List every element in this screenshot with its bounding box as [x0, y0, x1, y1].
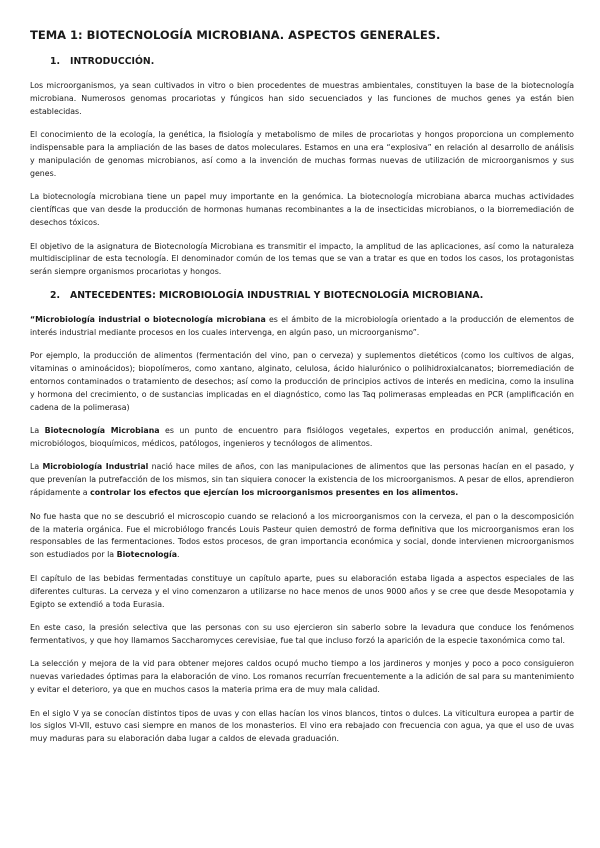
- paragraph: Por ejemplo, la producción de alimentos (fermentación del vino, pan o cerveza) y suplementos dietéticos (como los cultivos de algas, vitaminas o aminoácidos); biopolímeros, como xantano, alginato, celulosa, ácido hialurónico o polihidroxialcanatos; biorremediación de entornos contaminados o tratamiento de desechos; así como la producción de principios activos de interés en medicina, como la insulina y hormona del crecimiento, o de sustancias implicadas en el diagnóstico, como las Taq polimerasas empleadas en PCR (amplificación en cadena de la polimerasa): [30, 351, 574, 412]
- section-number: 2.: [50, 289, 61, 301]
- bold-term: Biotecnología: [116, 550, 178, 560]
- paragraph: La selección y mejora de la vid para obtener mejores caldos ocupó mucho tiempo a los jardineros y monjes y poco a poco consiguieron nuevas variedades óptimas para la elaboración de vino. Los romanos recurrían frecuentemente a la adición de sal para su mantenimiento y evitar el deterioro, ya que en muchos casos la materia prima era de muy mala calidad.: [30, 659, 574, 695]
- section-title: INTRODUCCIÓN.: [70, 56, 155, 67]
- document-page: [30, 28, 574, 757]
- paragraph: Los microorganismos, ya sean cultivados in vitro o bien procedentes de muestras ambientales, constituyen la base de la biotecnología microbiana. Numerosos genomas procariotas y fúngicos han sido secuenciados y las funciones de muchos genes ya están bien establecidas.: [30, 81, 574, 116]
- bold-term: Microbiología Industrial: [42, 462, 149, 472]
- paragraph: [30, 511, 574, 563]
- document-title: TEMA 1: BIOTECNOLOGÍA MICROBIANA. ASPECTOS GENERALES.: [30, 28, 441, 42]
- paragraph-text: La: [30, 462, 43, 472]
- bold-term: Biotecnología Microbiana: [44, 426, 160, 436]
- paragraph-text: nació hace miles de años, con las manipulaciones de alimentos que las personas hacían en el pasado, y que prevenían la putrefacción de los mismos, sin tan siquiera conocer la existencia de los microorganismos. A pesar de ellos, aprendieron rápidamente a: [30, 462, 575, 498]
- paragraph: El capítulo de las bebidas fermentadas constituye un capítulo aparte, pues su elaboración estaba ligada a aspectos especiales de las diferentes culturas. La cerveza y el vino comenzaron a utilizarse no hace menos de unos 9000 años y se cree que desde Mesopotamia y Egipto se extendió a toda Eurasia.: [30, 573, 574, 609]
- section-title: ANTECEDENTES: MICROBIOLOGÍA INDUSTRIAL Y BIOTECNOLOGÍA MICROBIANA.: [70, 289, 484, 301]
- paragraph-definition: [30, 314, 574, 340]
- paragraph: [30, 425, 574, 451]
- paragraph: El conocimiento de la ecología, la genética, la fisiología y metabolismo de miles de procariotas y hongos proporciona un complemento indispensable para la ampliación de las bases de datos moleculares. Estamos en una era “explosiva” en relación al desarrollo de análisis y manipulación de genomas microbianos, así como a la invención de muchas formas nuevas de utilización de microorganismos y sus genes.: [30, 130, 574, 178]
- paragraph-text: .: [177, 550, 180, 560]
- paragraph: En el siglo V ya se conocían distintos tipos de uvas y con ellas hacían los vinos blancos, tintos o dulces. La viticultura europea a partir de los siglos VI-VII, estuvo casi siempre en manos de los monasterios. El vino era rebajado con frecuencia con agua, ya que el uso de uvas muy maduras para su elaboración daba lugar a caldos de elevada graduación.: [30, 708, 574, 744]
- paragraph: El objetivo de la asignatura de Biotecnología Microbiana es transmitir el impacto, la amplitud de las aplicaciones, así como la naturaleza multidisciplinar de esta tecnología. El denominador común de los temas que se van a tratar es que en todos los casos, los protagonistas serán siempre organismos procariotas y hongos.: [30, 241, 574, 277]
- section-number: 1.: [50, 56, 61, 67]
- paragraph: [30, 461, 574, 500]
- paragraph-text: La: [30, 426, 45, 436]
- bold-phrase: controlar los efectos que ejercían los microorganismos presentes en los alimentos.: [90, 488, 459, 498]
- section-heading-antecedentes: [50, 290, 574, 301]
- paragraph-text: es el ámbito de la microbiología orientado a la producción de elementos de interés industrial mediante procesos en los cuales intervenga, en algún paso, un microorganismo”.: [30, 314, 574, 337]
- paragraph-text: es un punto de encuentro para fisiólogos vegetales, expertos en producción animal, genéticos, microbiólogos, bioquímicos, médicos, patólogos, ingenieros y tecnólogos de alimentos.: [30, 426, 574, 449]
- paragraph: La biotecnología microbiana tiene un papel muy importante en la genómica. La biotecnología microbiana abarca muchas actividades científicas que van desde la producción de hormonas humanas recombinantes a la de insecticidas microbianos, o la biorremediación de desechos tóxicos.: [30, 192, 574, 228]
- section-heading-introduccion: [50, 56, 574, 67]
- paragraph-text: No fue hasta que no se descubrió el microscopio cuando se relacionó a los microorganismos con la cerveza, el pan o la descomposición de la materia orgánica. Fue el microbiólogo francés Louis Pasteur quien demostró de forma definitiva que los microorganismos eran los responsables de las fermentaciones. Todos estos procesos, de gran importancia económica y social, donde intervienen microorganismos son estudiados por la: [30, 511, 574, 560]
- bold-term: “Microbiología industrial o biotecnología microbiana: [30, 314, 266, 324]
- paragraph: En este caso, la presión selectiva que las personas con su uso ejercieron sin saberlo sobre la levadura que conduce los fenómenos fermentativos, y que hoy llamamos Saccharomyces cerevisiae, fue tal que incluso forzó la aparición de la especie taxonómica como tal.: [30, 623, 574, 645]
